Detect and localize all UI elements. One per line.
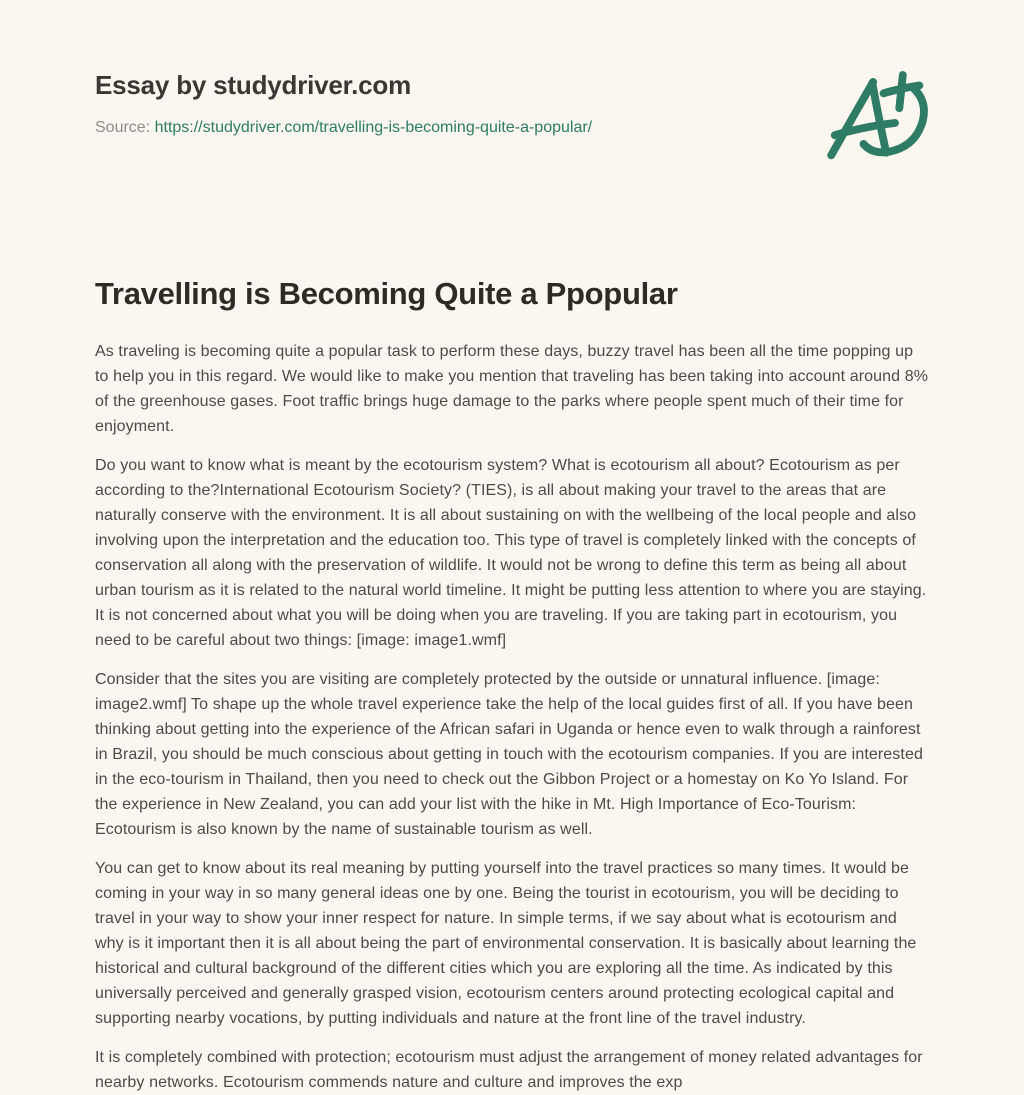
source-line (95, 119, 592, 137)
source-link[interactable]: https://studydriver.com/travelling-is-becoming-quite-a-popular/ (154, 119, 593, 136)
essay-body (95, 339, 929, 1095)
page-header (95, 70, 929, 164)
source-label: Source: (95, 119, 151, 136)
essay-paragraph: Do you want to know what is meant by the ecotourism system? What is ecotourism all about? Ecotourism as per according to the?International Ecotourism Society? (TIES), is all about making your travel to the areas that are naturally conserve with the environment. It is all about sustaining on with the wellbeing of the local people and also involving upon the interpretation and the education too. This type of travel is completely linked with the concepts of conservation all along with the preservation of wildlife. It would not be wrong to define this term as being all about urban tourism as it is related to the natural world timeline. It might be putting less attention to where you are staying. It is not concerned about what you will be doing when you are traveling. If you are taking part in ecotourism, you need to be careful about two things: [image: image1.wmf] (95, 457, 927, 649)
site-header-title: Essay by studydriver.com (95, 70, 412, 100)
header-text-block (95, 70, 592, 137)
essay-title: Travelling is Becoming Quite a Ppopular (95, 276, 678, 311)
essay-paragraph: Consider that the sites you are visiting are completely protected by the outside or unnatural influence. [image: image2.wmf] To shape up the whole travel experience take the help of the local guides first of all. If you have been thinking about getting into the experience of the African safari in Uganda or hence even to walk through a rainforest in Brazil, you should be much conscious about getting in touch with the ecotourism companies. If you are interested in the eco-tourism in Thailand, then you need to check out the Gibbon Project or a homestay on Ko Yo Island. For the experience in New Zealand, you can add your list with the hike in Mt. High Importance of Eco-Tourism: Ecotourism is also known by the name of sustainable tourism as well. (95, 671, 923, 838)
essay-paragraph: You can get to know about its real meaning by putting yourself into the travel practices so many times. It would be coming in your way in so many general ideas one by one. Being the tourist in ecotourism, you will be deciding to travel in your way to show your inner respect for nature. In simple terms, if we say about what is ecotourism and why is it important then it is all about being the part of environmental conservation. It is basically about learning the historical and cultural background of the different cities which you are exploring all the time. As indicated by this universally perceived and generally grasped vision, ecotourism centers around protecting ecological capital and supporting nearby vocations, by putting individuals and nature at the front line of the travel industry. (95, 860, 917, 1027)
essay-paragraph: As traveling is becoming quite a popular task to perform these days, buzzy travel has been all the time popping up to help you in this regard. We would like to make you mention that traveling has been taking into account around 8% of the greenhouse gases. Foot traffic brings huge damage to the parks where people spent much of their time for enjoyment. (95, 343, 929, 435)
aplus-logo-icon (815, 68, 933, 164)
essay-paragraph: It is completely combined with protection; ecotourism must adjust the arrangement of money related advantages for nearby networks. Ecotourism commends nature and culture and improves the exp (95, 1049, 923, 1091)
